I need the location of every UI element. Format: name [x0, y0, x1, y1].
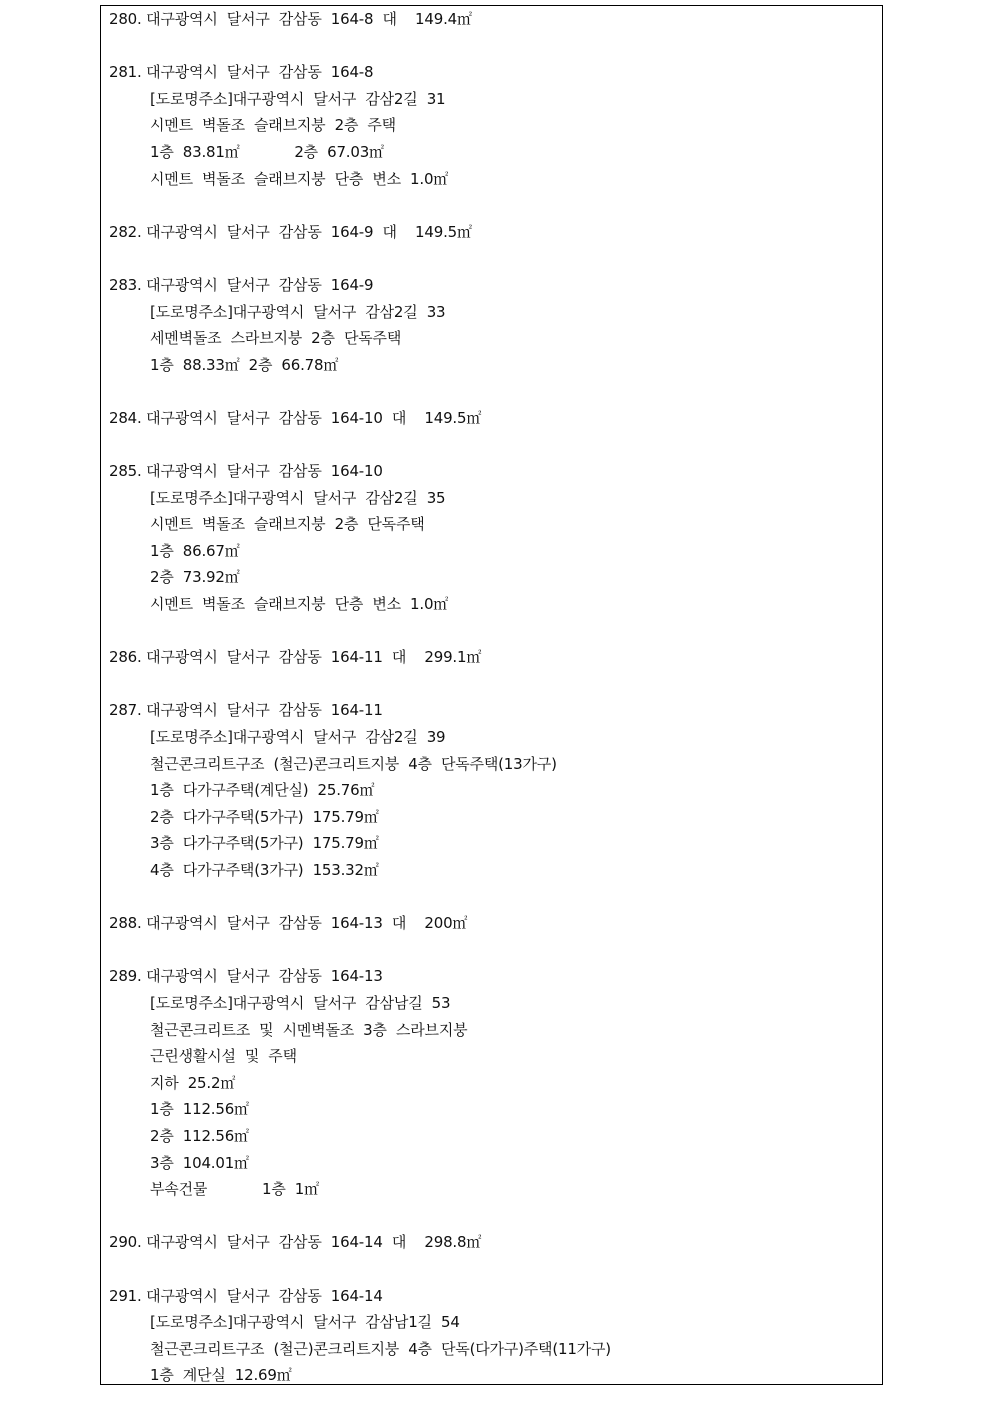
detail-line: 철근콘크리트구조 (철근)콘크리트지붕 4층 단독(다가구)주택(11가구) [150, 1339, 611, 1358]
entry-line: 286. 대구광역시 달서구 감삼동 164-11 대 299.1㎡ [109, 648, 482, 667]
detail-line: 2층 73.92㎡ [150, 568, 240, 587]
detail-line: 근린생활시설 및 주택 [150, 1047, 297, 1066]
entry-line: 285. 대구광역시 달서구 감삼동 164-10 [109, 462, 383, 481]
entry-line: 288. 대구광역시 달서구 감삼동 164-13 대 200㎡ [109, 914, 468, 933]
detail-line: 1층 계단실 12.69㎡ [150, 1366, 292, 1385]
blank-line [109, 937, 882, 964]
entry-line: 289. 대구광역시 달서구 감삼동 164-13 [109, 967, 383, 986]
blank-line [109, 1203, 882, 1230]
detail-line: 세멘벽돌조 스라브지붕 2층 단독주택 [150, 329, 402, 348]
detail-line: 시멘트 벽돌조 슬래브지붕 단층 변소 1.0㎡ [150, 169, 449, 188]
detail-line: [도로명주소]대구광역시 달서구 감삼2길 39 [150, 728, 446, 747]
detail-line: 시멘트 벽돌조 슬래브지붕 2층 주택 [150, 116, 396, 135]
blank-line [109, 432, 882, 459]
entry-line: 291. 대구광역시 달서구 감삼동 164-14 [109, 1286, 383, 1305]
document-frame [100, 5, 883, 1385]
detail-line: 1층 83.81㎡ 2층 67.03㎡ [150, 142, 384, 161]
entry-line: 282. 대구광역시 달서구 감삼동 164-9 대 149.5㎡ [109, 222, 472, 241]
detail-line: 1층 86.67㎡ [150, 541, 240, 560]
blank-line [109, 33, 882, 60]
detail-line: 2층 112.56㎡ [150, 1126, 249, 1145]
property-list [109, 6, 882, 1389]
detail-line: 시멘트 벽돌조 슬래브지붕 2층 단독주택 [150, 515, 425, 534]
detail-line: 3층 다가구주택(5가구) 175.79㎡ [150, 834, 379, 853]
entry-line: 284. 대구광역시 달서구 감삼동 164-10 대 149.5㎡ [109, 408, 482, 427]
entry-line: 287. 대구광역시 달서구 감삼동 164-11 [109, 701, 383, 720]
detail-line: 1층 112.56㎡ [150, 1100, 249, 1119]
detail-line: 1층 다가구주택(계단실) 25.76㎡ [150, 781, 375, 800]
detail-line: 지하 25.2㎡ [150, 1073, 236, 1092]
entry-line: 283. 대구광역시 달서구 감삼동 164-9 [109, 275, 374, 294]
detail-line: 시멘트 벽돌조 슬래브지붕 단층 변소 1.0㎡ [150, 595, 449, 614]
blank-line [109, 1256, 882, 1283]
detail-line: [도로명주소]대구광역시 달서구 감삼2길 31 [150, 89, 446, 108]
entry-line: 281. 대구광역시 달서구 감삼동 164-8 [109, 63, 374, 82]
detail-line: [도로명주소]대구광역시 달서구 감삼남길 53 [150, 993, 451, 1012]
detail-line: [도로명주소]대구광역시 달서구 감삼남1길 54 [150, 1313, 460, 1332]
blank-line [109, 618, 882, 645]
detail-line: 부속건물 1층 1㎡ [150, 1180, 319, 1199]
detail-line: 3층 104.01㎡ [150, 1153, 249, 1172]
blank-line [109, 378, 882, 405]
blank-line [109, 671, 882, 698]
detail-line: 4층 다가구주택(3가구) 153.32㎡ [150, 861, 379, 879]
detail-line: 철근콘크리트구조 (철근)콘크리트지붕 4층 단독주택(13가구) [150, 754, 557, 773]
detail-line: [도로명주소]대구광역시 달서구 감삼2길 33 [150, 302, 446, 321]
detail-line: 철근콘크리트조 및 시멘벽돌조 3층 스라브지붕 [150, 1020, 468, 1039]
detail-line: [도로명주소]대구광역시 달서구 감삼2길 35 [150, 488, 446, 507]
entry-line: 290. 대구광역시 달서구 감삼동 164-14 대 298.8㎡ [109, 1233, 482, 1252]
blank-line [109, 192, 882, 219]
blank-line [109, 245, 882, 272]
detail-line: 1층 88.33㎡ 2층 66.78㎡ [150, 355, 339, 374]
blank-line [109, 884, 882, 911]
detail-line: 2층 다가구주택(5가구) 175.79㎡ [150, 807, 379, 826]
entry-line: 280. 대구광역시 달서구 감삼동 164-8 대 149.4㎡ [109, 10, 472, 28]
